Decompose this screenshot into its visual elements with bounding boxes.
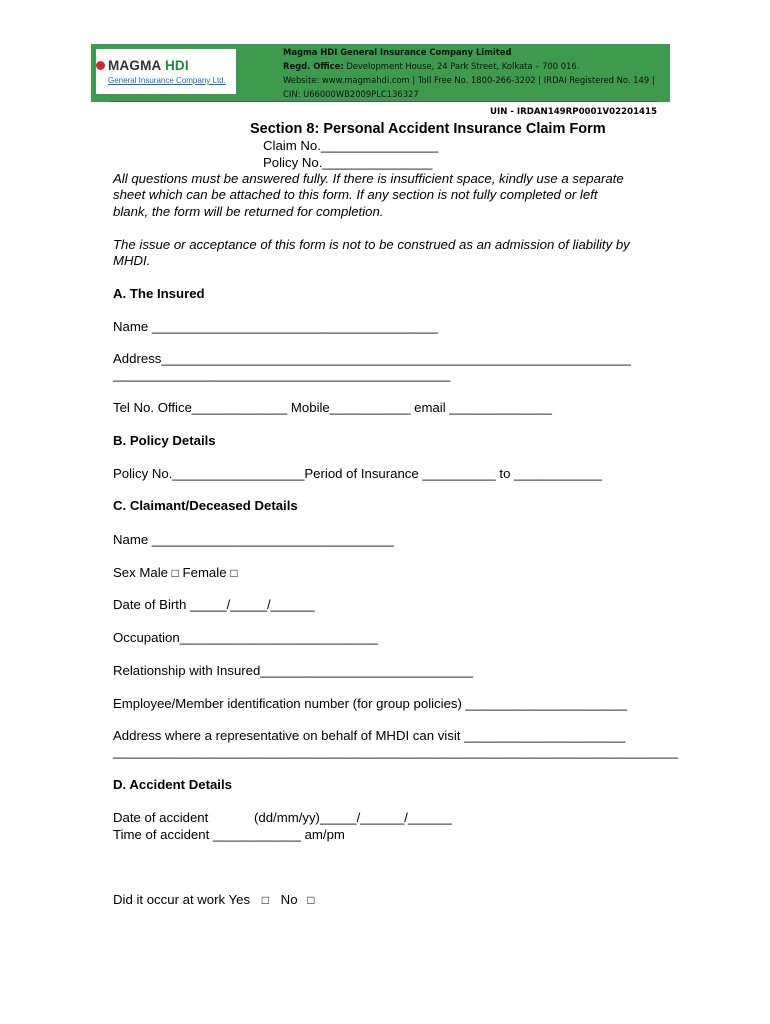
policy-period-field[interactable]: Policy No.__________________Period of Insurance __________ to ____________	[113, 466, 603, 481]
relationship-field[interactable]: Relationship with Insured_____________________________	[113, 663, 474, 678]
logo-brand: MAGMA	[108, 58, 161, 73]
section-d-heading: D. Accident Details	[113, 777, 232, 792]
insured-address-cont-field[interactable]: ______________________________________________	[113, 367, 451, 382]
instructions-line-3: blank, the form will be returned for completion.	[113, 204, 384, 219]
dob-field[interactable]: Date of Birth _____/_____/______	[113, 597, 315, 612]
female-checkbox[interactable]: □	[230, 566, 238, 580]
at-work-no-label: No	[280, 892, 298, 907]
logo-brand-accent: HDI	[164, 58, 189, 73]
section-c-heading: C. Claimant/Deceased Details	[113, 498, 298, 513]
website-line: Website: www.magmahdi.com | Toll Free No. 1800-266-3202 | IRDAI Registered No. 149 |	[283, 75, 655, 85]
instructions-line-2: sheet which can be attached to this form. If any section is not fully completed or left	[113, 187, 598, 202]
accident-date-label: Date of accident	[113, 810, 209, 825]
policy-no-field[interactable]: Policy No._______________	[263, 155, 433, 170]
sex-male-label: Sex Male	[113, 565, 172, 580]
uin-code: UIN - IRDAN149RP0001V02201415	[490, 107, 657, 117]
accident-time-field[interactable]: Time of accident ____________ am/pm	[113, 827, 345, 842]
form-title: Section 8: Personal Accident Insurance Claim Form	[250, 121, 606, 137]
company-details	[283, 45, 668, 101]
company-logo	[96, 49, 236, 94]
claimant-name-field[interactable]: Name _________________________________	[113, 532, 394, 547]
accident-date-row	[113, 810, 452, 825]
at-work-row	[113, 892, 314, 907]
header-divider	[111, 101, 657, 102]
insured-name-field[interactable]: Name _______________________________________	[113, 319, 438, 334]
disclaimer-line-1: The issue or acceptance of this form is not to be construed as an admission of liability by	[113, 237, 630, 252]
logo-subtitle: General Insurance Company Ltd.	[108, 76, 226, 85]
insured-address-field[interactable]: Address________________________________________________________________	[113, 351, 631, 366]
cin-line: CIN: U66000WB2009PLC136327	[283, 89, 419, 99]
at-work-no-checkbox[interactable]: □	[307, 893, 315, 907]
claim-no-field[interactable]: Claim No.________________	[263, 138, 439, 153]
section-b-heading: B. Policy Details	[113, 433, 216, 448]
insured-contact-field[interactable]: Tel No. Office_____________ Mobile___________ email ______________	[113, 400, 552, 415]
section-a-heading: A. The Insured	[113, 286, 205, 301]
employee-id-field[interactable]: Employee/Member identification number (for group policies) ______________________	[113, 696, 627, 711]
accident-date-field[interactable]: (dd/mm/yy)_____/______/______	[254, 810, 452, 825]
disclaimer-line-2: MHDI.	[113, 253, 151, 268]
male-checkbox[interactable]: □	[171, 566, 179, 580]
company-name: Magma HDI General Insurance Company Limited	[283, 47, 512, 57]
instructions-line-1: All questions must be answered fully. If there is insufficient space, kindly use a separate	[113, 171, 624, 186]
at-work-label: Did it occur at work Yes	[113, 892, 251, 907]
sex-row	[113, 565, 237, 580]
sex-female-label: Female	[178, 565, 231, 580]
logo-mark-icon	[96, 61, 105, 70]
visit-address-field[interactable]: Address where a representative on behalf of MHDI can visit ______________________	[113, 728, 626, 743]
visit-address-cont-field[interactable]: _____________________________________________________________________________	[113, 744, 678, 759]
regd-office: Regd. Office: Development House, 24 Park Street, Kolkata – 700 016.	[283, 61, 580, 71]
occupation-field[interactable]: Occupation___________________________	[113, 630, 378, 645]
at-work-yes-checkbox[interactable]: □	[261, 893, 269, 907]
